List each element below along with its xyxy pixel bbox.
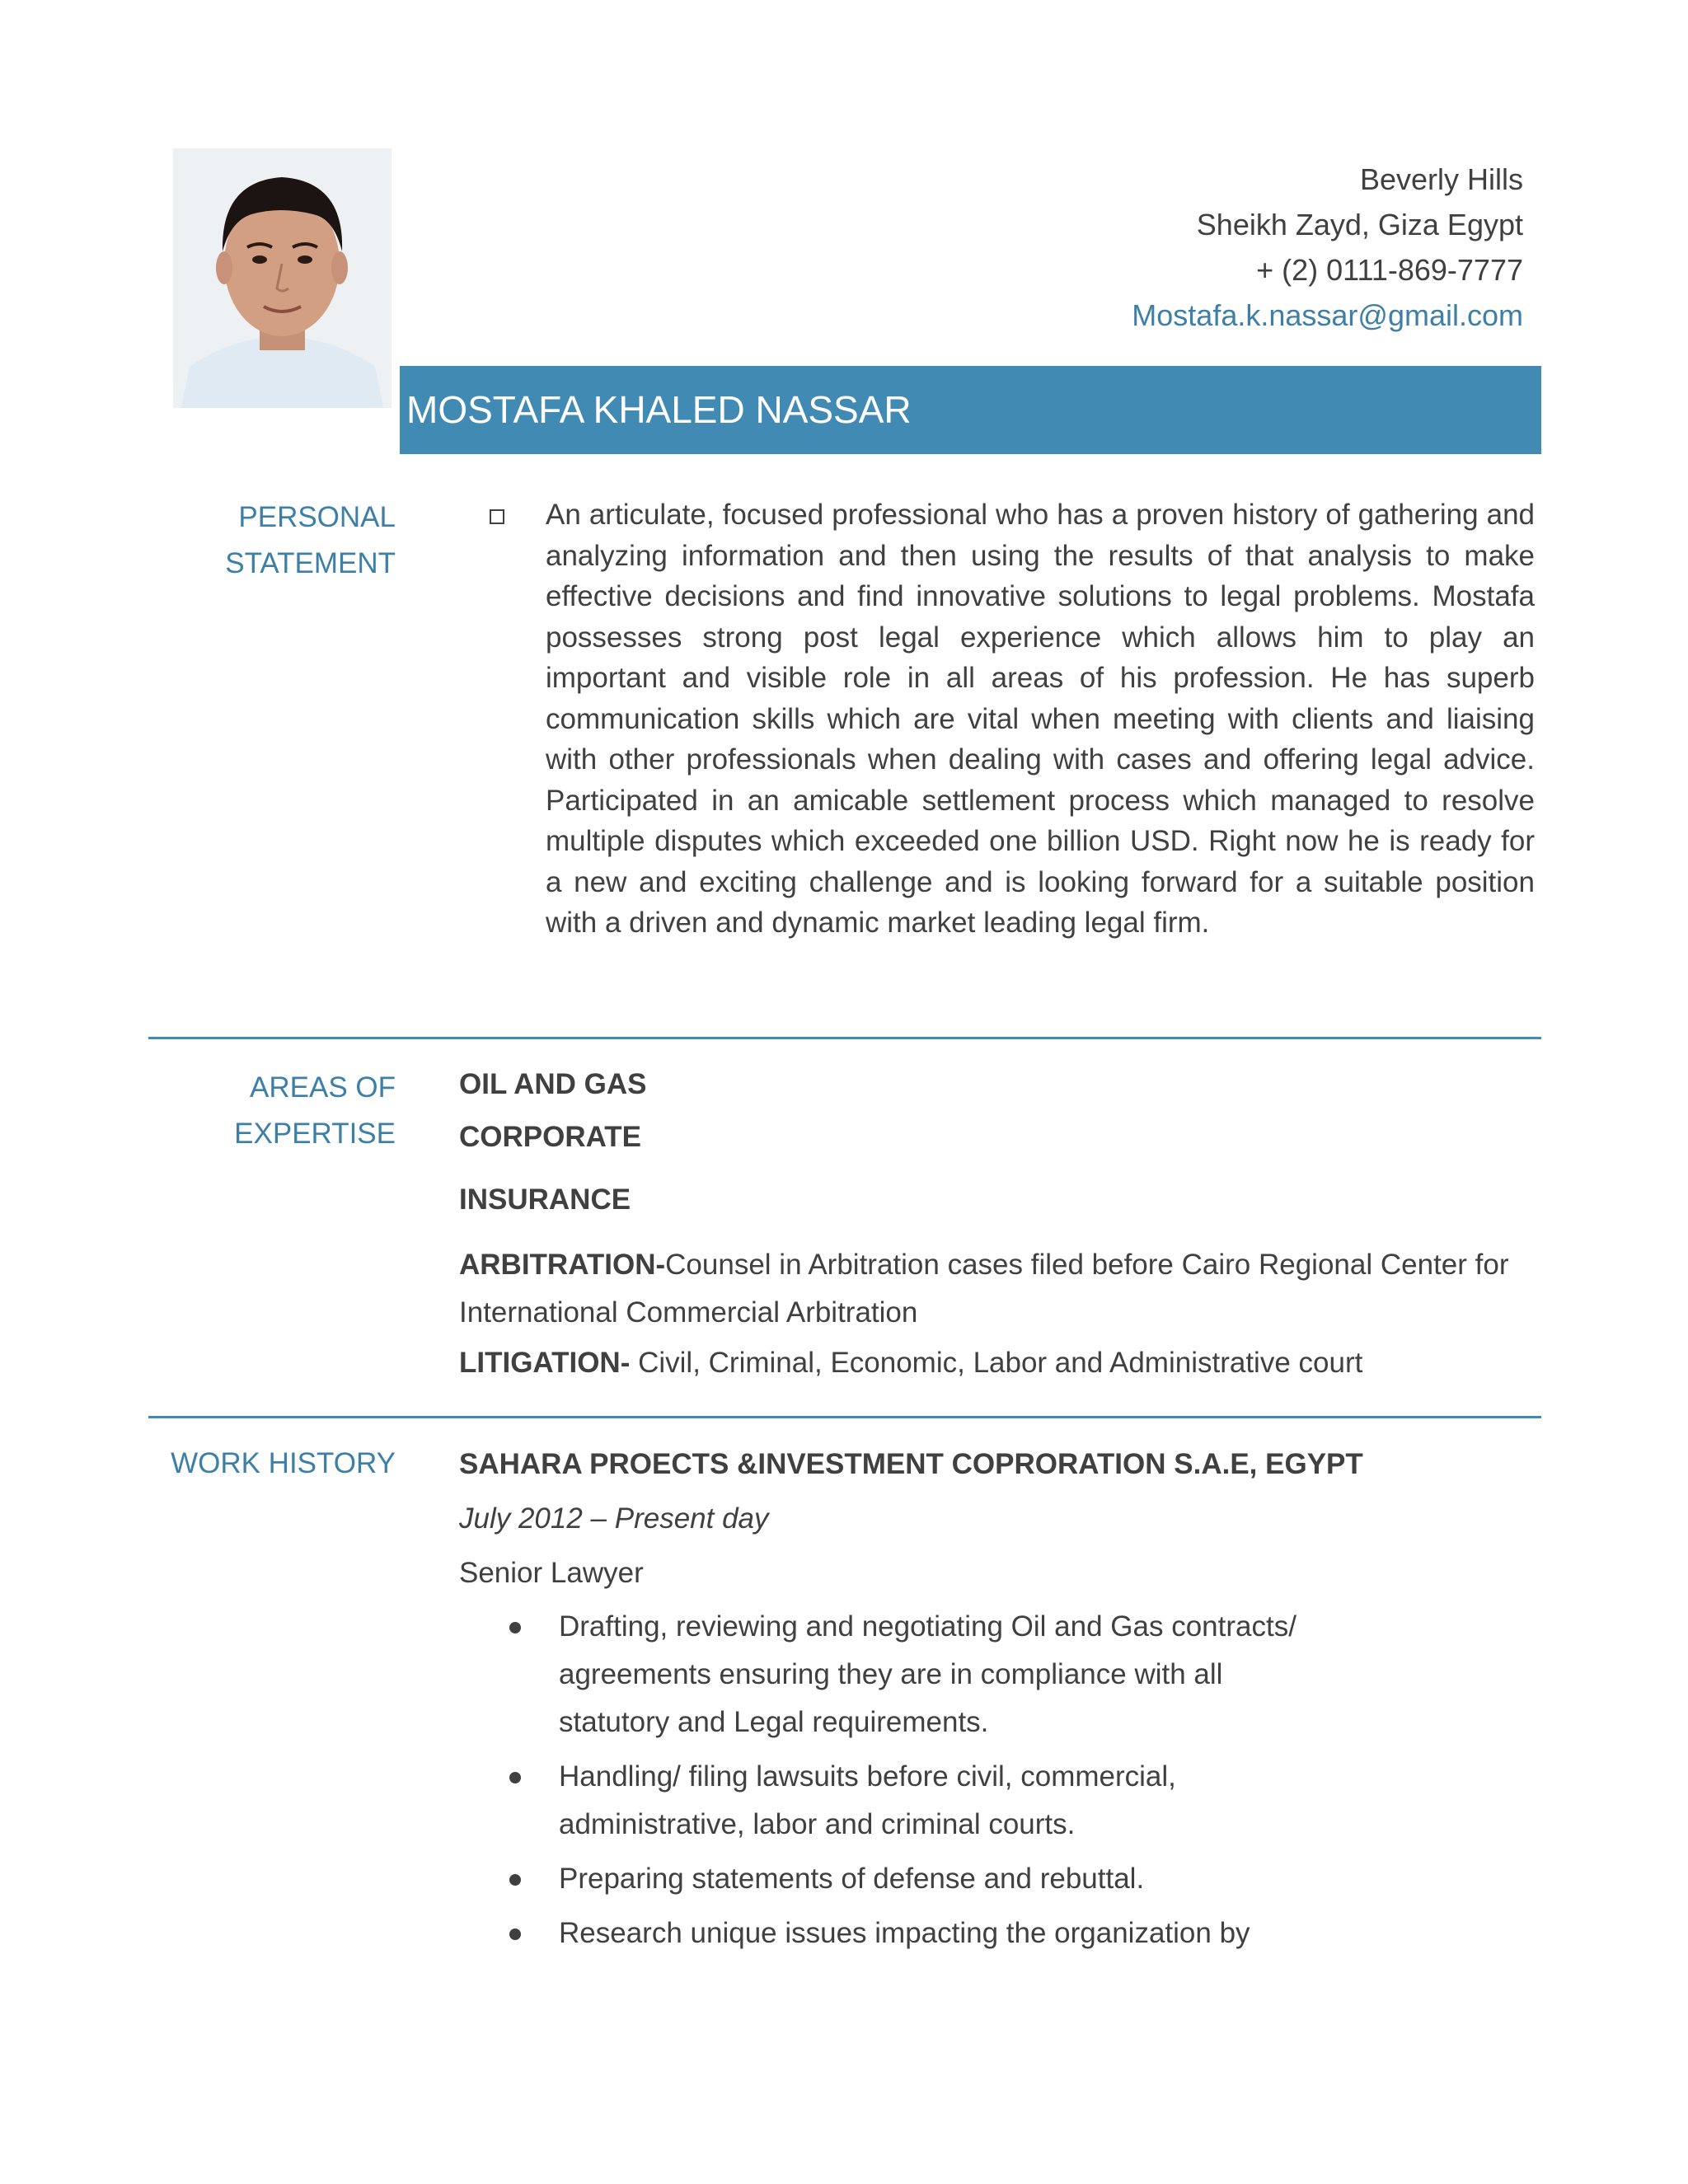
company-name: SAHARA PROECTS &INVESTMENT COPRORATION S.A.E, EGYPT bbox=[459, 1448, 1363, 1480]
list-item: Handling/ filing lawsuits before civil, commercial, administrative, labor and criminal courts. bbox=[495, 1753, 1319, 1849]
section-divider bbox=[148, 1037, 1541, 1039]
address-line-1: Beverly Hills bbox=[1359, 162, 1523, 196]
job-title: Senior Lawyer bbox=[459, 1557, 644, 1589]
email-link[interactable]: Mostafa.k.nassar@gmail.com bbox=[1132, 298, 1523, 332]
portrait-image bbox=[173, 148, 392, 408]
personal-statement-text: An articulate, focused professional who has a proven history of gathering and analyzing information and then using the results of that analysis to make effective decisions and find innovative solutions to legal problems. Mostafa possesses strong post legal experience which allows him to play an important and visible role in all areas of his profession. He has superb communication skills which are vital when meeting with clients and liaising with other professionals when dealing with cases and offering legal advice. Participated in an amicable settlement process which managed to resolve multiple disputes which exceeded one billion USD. Right now he is ready for a new and exciting challenge and is looking forward for a suitable position with a driven and dynamic market leading legal firm. bbox=[546, 499, 1535, 939]
expertise-item-insurance: INSURANCE bbox=[459, 1183, 631, 1216]
list-item: Drafting, reviewing and negotiating Oil and Gas contracts/ agreements ensuring they are in compliance with all statutory and Legal requirements. bbox=[495, 1603, 1319, 1746]
expertise-label: AREAS OF EXPERTISE bbox=[234, 1071, 396, 1150]
section-divider bbox=[148, 1416, 1541, 1418]
list-item: Research unique issues impacting the organization by bbox=[495, 1910, 1319, 1957]
expertise-item-litigation: LITIGATION- Civil, Criminal, Economic, Labor and Administrative court bbox=[459, 1347, 1363, 1379]
phone-number: + (2) 0111-869-7777 bbox=[1256, 253, 1523, 287]
expertise-item-corporate: CORPORATE bbox=[459, 1121, 642, 1153]
duties-list bbox=[495, 1603, 1319, 1964]
list-item: Preparing statements of defense and rebuttal. bbox=[495, 1855, 1319, 1903]
name-banner bbox=[400, 366, 1541, 454]
contact-block bbox=[1132, 157, 1523, 338]
profile-photo bbox=[173, 148, 392, 408]
expertise-item-oil-gas: OIL AND GAS bbox=[459, 1068, 647, 1100]
personal-statement-label: PERSONAL STATEMENT bbox=[225, 501, 396, 579]
expertise-item-arbitration: ARBITRATION-Counsel in Arbitration cases filed before Cairo Regional Center for International Commercial Arbitration bbox=[459, 1249, 1509, 1329]
checkbox-bullet-icon bbox=[490, 509, 504, 524]
employment-dates: July 2012 – Present day bbox=[459, 1502, 769, 1535]
work-history-label: WORK HISTORY bbox=[171, 1447, 396, 1479]
full-name: MOSTAFA KHALED NASSAR bbox=[406, 388, 912, 431]
address-line-2: Sheikh Zayd, Giza Egypt bbox=[1196, 208, 1523, 241]
